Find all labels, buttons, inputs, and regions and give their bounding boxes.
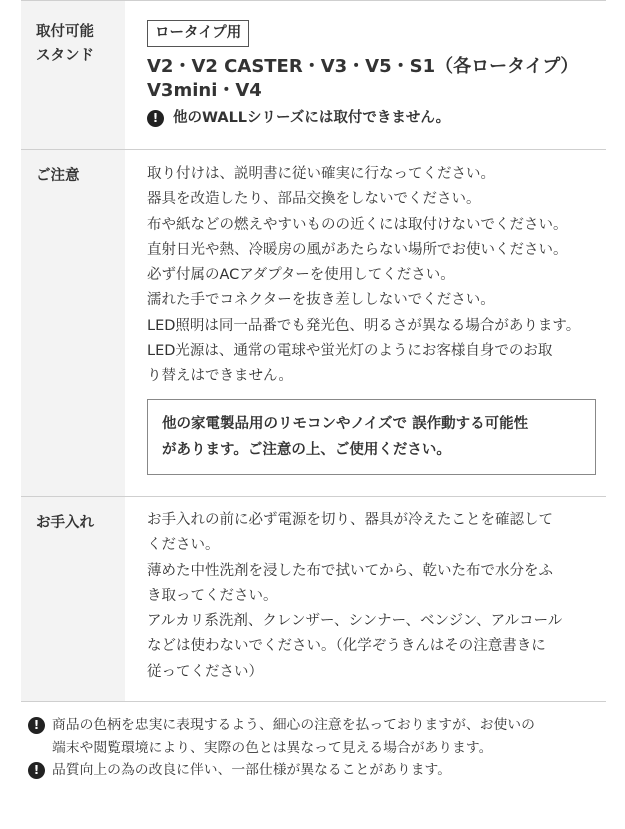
mount-warning-text: 他のWALLシリーズには取付できません。: [173, 110, 451, 126]
caution-line: 取り付けは、説明書に従い確実に行なってください。: [147, 166, 495, 182]
mount-label-line1: 取付可能: [36, 24, 94, 40]
footnotes: [28, 714, 608, 782]
caution-line: 布や紙などの燃えやすいものの近くには取付けないでください。: [147, 216, 568, 233]
spec-table: [21, 0, 606, 702]
mount-row: [21, 0, 606, 150]
mount-label-line2: スタンド: [36, 48, 94, 64]
remote-noise-notice: [147, 399, 596, 475]
footnote-spec-text: 品質向上の為の改良に伴い、一部仕様が異なることがあります。: [52, 762, 452, 778]
care-line: き取ってください。: [147, 587, 278, 604]
warning-icon: !: [28, 717, 45, 734]
caution-label: ご注意: [21, 150, 125, 496]
care-lines: [147, 508, 596, 685]
footnote-color-line1: 商品の色柄を忠実に表現するよう、細心の注意を払っておりますが、お使いの: [52, 717, 535, 733]
care-line: などは使わないでください。（化学ぞうきんはその注意書きに: [147, 638, 546, 655]
caution-line: 濡れた手でコネクターを抜き差ししないでください。: [147, 292, 495, 309]
mount-content: [125, 1, 606, 149]
models-line2: V3mini・V4: [147, 80, 262, 101]
caution-content: [125, 150, 606, 496]
models-line1: V2・V2 CASTER・V3・V5・S1（各ロータイプ）: [147, 56, 579, 77]
care-line: 従ってください）: [147, 663, 263, 680]
footnote-color: [28, 714, 608, 759]
caution-line: 必ず付属のACアダプターを使用してください。: [147, 267, 455, 284]
care-line: アルカリ系洗剤、クレンザー、シンナー、ベンジン、アルコール: [147, 613, 563, 630]
notice-line2: があります。ご注意の上、ご使用ください。: [162, 441, 451, 458]
caution-line: LED照明は同一品番でも発光色、明るさが異なる場合があります。: [147, 317, 581, 334]
care-line: ください。: [147, 537, 220, 554]
caution-lines: [147, 162, 596, 390]
warning-icon: !: [28, 762, 45, 779]
caution-line: 直射日光や熱、冷暖房の風があたらない場所でお使いください。: [147, 241, 568, 258]
care-content: [125, 497, 606, 701]
caution-line: LED光源は、通常の電球や蛍光灯のようにお客様自身でのお取: [147, 343, 553, 360]
care-line: お手入れの前に必ず電源を切り、器具が冷えたことを確認して: [147, 512, 553, 528]
caution-line: 器具を改造したり、部品交換をしないでください。: [147, 191, 481, 208]
caution-row: [21, 150, 606, 497]
mount-label: [21, 1, 125, 149]
warning-icon: !: [147, 110, 164, 127]
compatible-models: [147, 55, 596, 103]
mount-warning: [147, 107, 596, 129]
care-row: [21, 497, 606, 702]
low-type-tag: ロータイプ用: [147, 20, 249, 47]
footnote-spec: [28, 759, 608, 782]
notice-line1: 他の家電製品用のリモコンやノイズで 誤作動する可能性: [162, 415, 529, 432]
caution-line: り替えはできません。: [147, 368, 293, 385]
footnote-color-text: [52, 714, 535, 759]
care-line: 薄めた中性洗剤を浸した布で拭いてから、乾いた布で水分をふ: [147, 562, 553, 579]
care-label: お手入れ: [21, 497, 125, 701]
footnote-color-line2: 端末や閲覧環境により、実際の色とは異なって見える場合があります。: [52, 739, 493, 756]
